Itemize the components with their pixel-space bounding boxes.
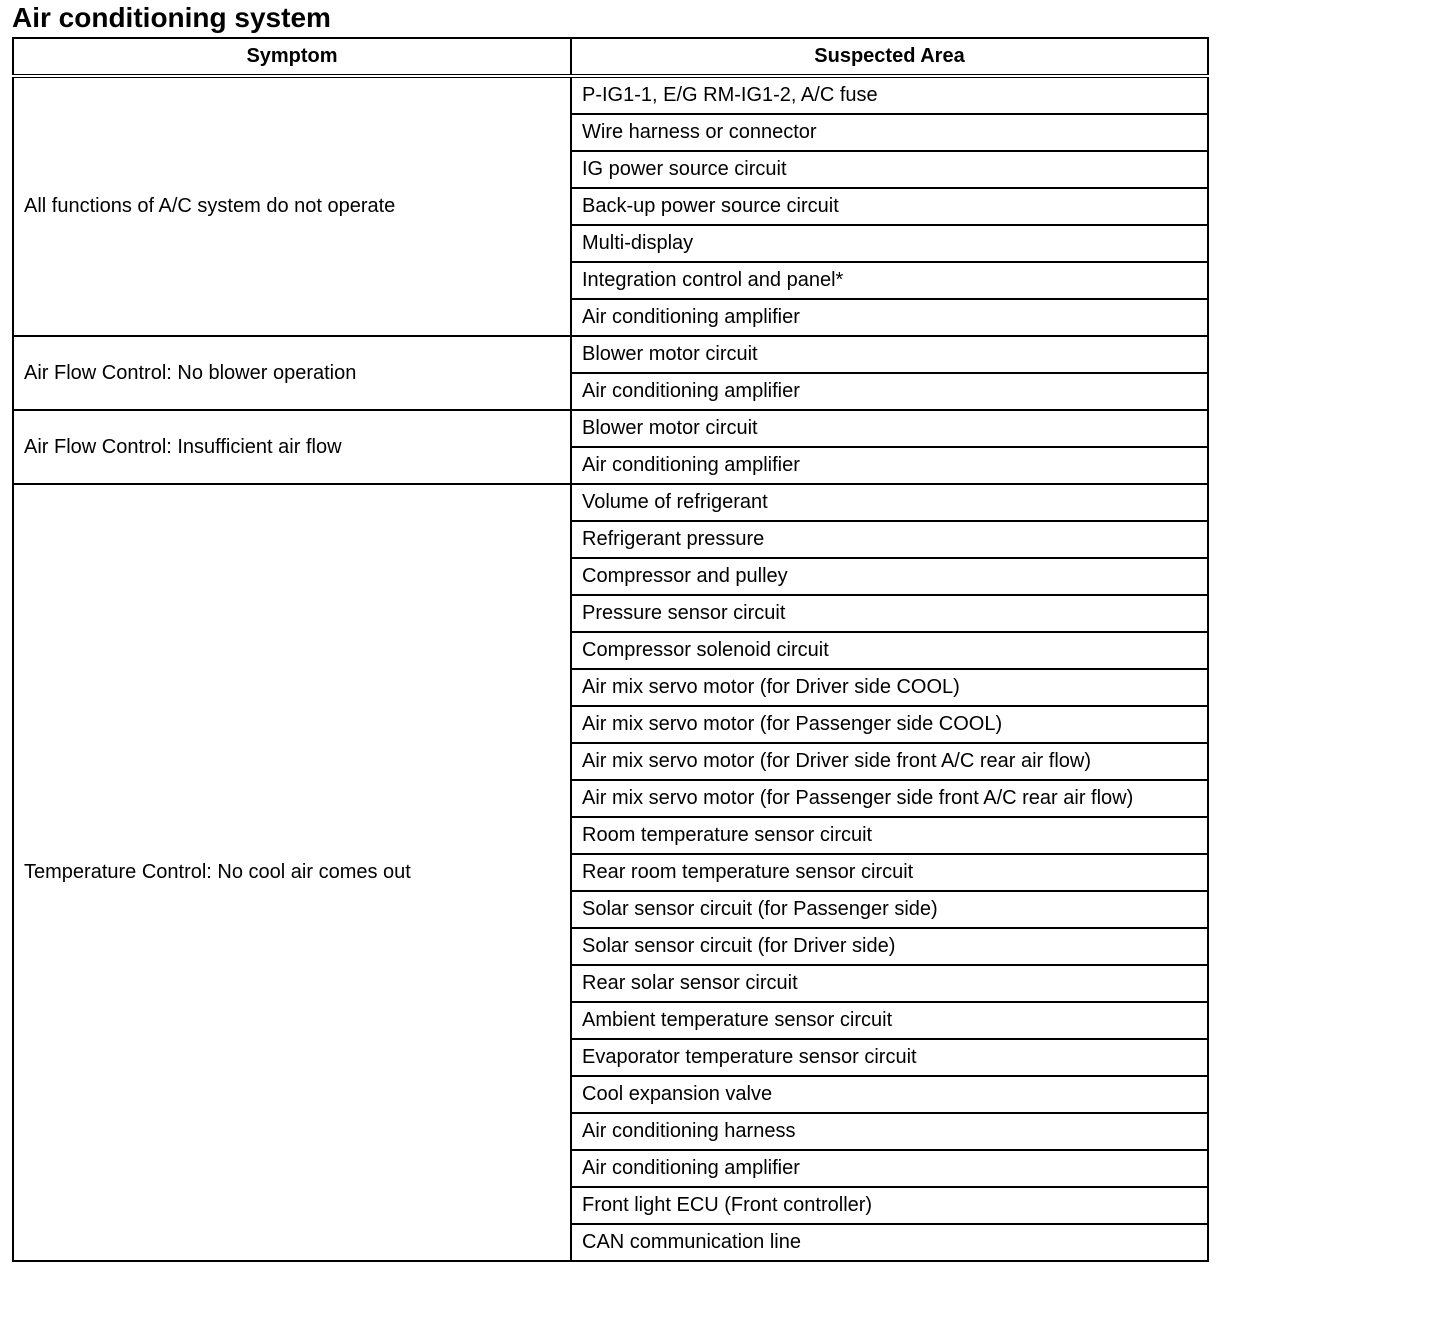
table-body xyxy=(13,76,1208,1261)
suspected-area-cell: Volume of refrigerant xyxy=(571,484,1208,521)
suspected-area-cell: Solar sensor circuit (for Passenger side) xyxy=(571,891,1208,928)
suspected-area-cell: Refrigerant pressure xyxy=(571,521,1208,558)
suspected-area-cell: Air mix servo motor (for Passenger side COOL) xyxy=(571,706,1208,743)
suspected-area-cell: Multi-display xyxy=(571,225,1208,262)
suspected-area-cell: P-IG1-1, E/G RM-IG1-2, A/C fuse xyxy=(571,76,1208,114)
suspected-area-cell: Compressor solenoid circuit xyxy=(571,632,1208,669)
suspected-area-cell: Rear room temperature sensor circuit xyxy=(571,854,1208,891)
column-header-symptom: Symptom xyxy=(13,38,571,76)
suspected-area-cell: IG power source circuit xyxy=(571,151,1208,188)
suspected-area-cell: Front light ECU (Front controller) xyxy=(571,1187,1208,1224)
suspected-area-cell: Back-up power source circuit xyxy=(571,188,1208,225)
suspected-area-cell: Blower motor circuit xyxy=(571,410,1208,447)
suspected-area-cell: Air conditioning amplifier xyxy=(571,1150,1208,1187)
symptom-cell: All functions of A/C system do not operate xyxy=(13,76,571,336)
suspected-area-cell: CAN communication line xyxy=(571,1224,1208,1261)
suspected-area-cell: Evaporator temperature sensor circuit xyxy=(571,1039,1208,1076)
suspected-area-cell: Air mix servo motor (for Passenger side front A/C rear air flow) xyxy=(571,780,1208,817)
column-header-suspected-area: Suspected Area xyxy=(571,38,1208,76)
diagnosis-table xyxy=(12,37,1209,1262)
suspected-area-cell: Ambient temperature sensor circuit xyxy=(571,1002,1208,1039)
suspected-area-cell: Air mix servo motor (for Driver side COOL) xyxy=(571,669,1208,706)
table-row xyxy=(13,76,1208,114)
page-title: Air conditioning system xyxy=(12,2,331,33)
suspected-area-cell: Compressor and pulley xyxy=(571,558,1208,595)
suspected-area-cell: Integration control and panel* xyxy=(571,262,1208,299)
suspected-area-cell: Pressure sensor circuit xyxy=(571,595,1208,632)
table-row xyxy=(13,336,1208,373)
suspected-area-cell: Cool expansion valve xyxy=(571,1076,1208,1113)
table-row xyxy=(13,410,1208,447)
suspected-area-cell: Solar sensor circuit (for Driver side) xyxy=(571,928,1208,965)
suspected-area-cell: Air conditioning amplifier xyxy=(571,299,1208,336)
suspected-area-cell: Blower motor circuit xyxy=(571,336,1208,373)
suspected-area-cell: Room temperature sensor circuit xyxy=(571,817,1208,854)
symptom-cell: Temperature Control: No cool air comes out xyxy=(13,484,571,1261)
suspected-area-cell: Wire harness or connector xyxy=(571,114,1208,151)
suspected-area-cell: Air mix servo motor (for Driver side front A/C rear air flow) xyxy=(571,743,1208,780)
table-header-row xyxy=(13,38,1208,76)
suspected-area-cell: Air conditioning amplifier xyxy=(571,373,1208,410)
suspected-area-cell: Air conditioning harness xyxy=(571,1113,1208,1150)
symptom-cell: Air Flow Control: Insufficient air flow xyxy=(13,410,571,484)
suspected-area-cell: Rear solar sensor circuit xyxy=(571,965,1208,1002)
suspected-area-cell: Air conditioning amplifier xyxy=(571,447,1208,484)
symptom-cell: Air Flow Control: No blower operation xyxy=(13,336,571,410)
table-row xyxy=(13,484,1208,521)
